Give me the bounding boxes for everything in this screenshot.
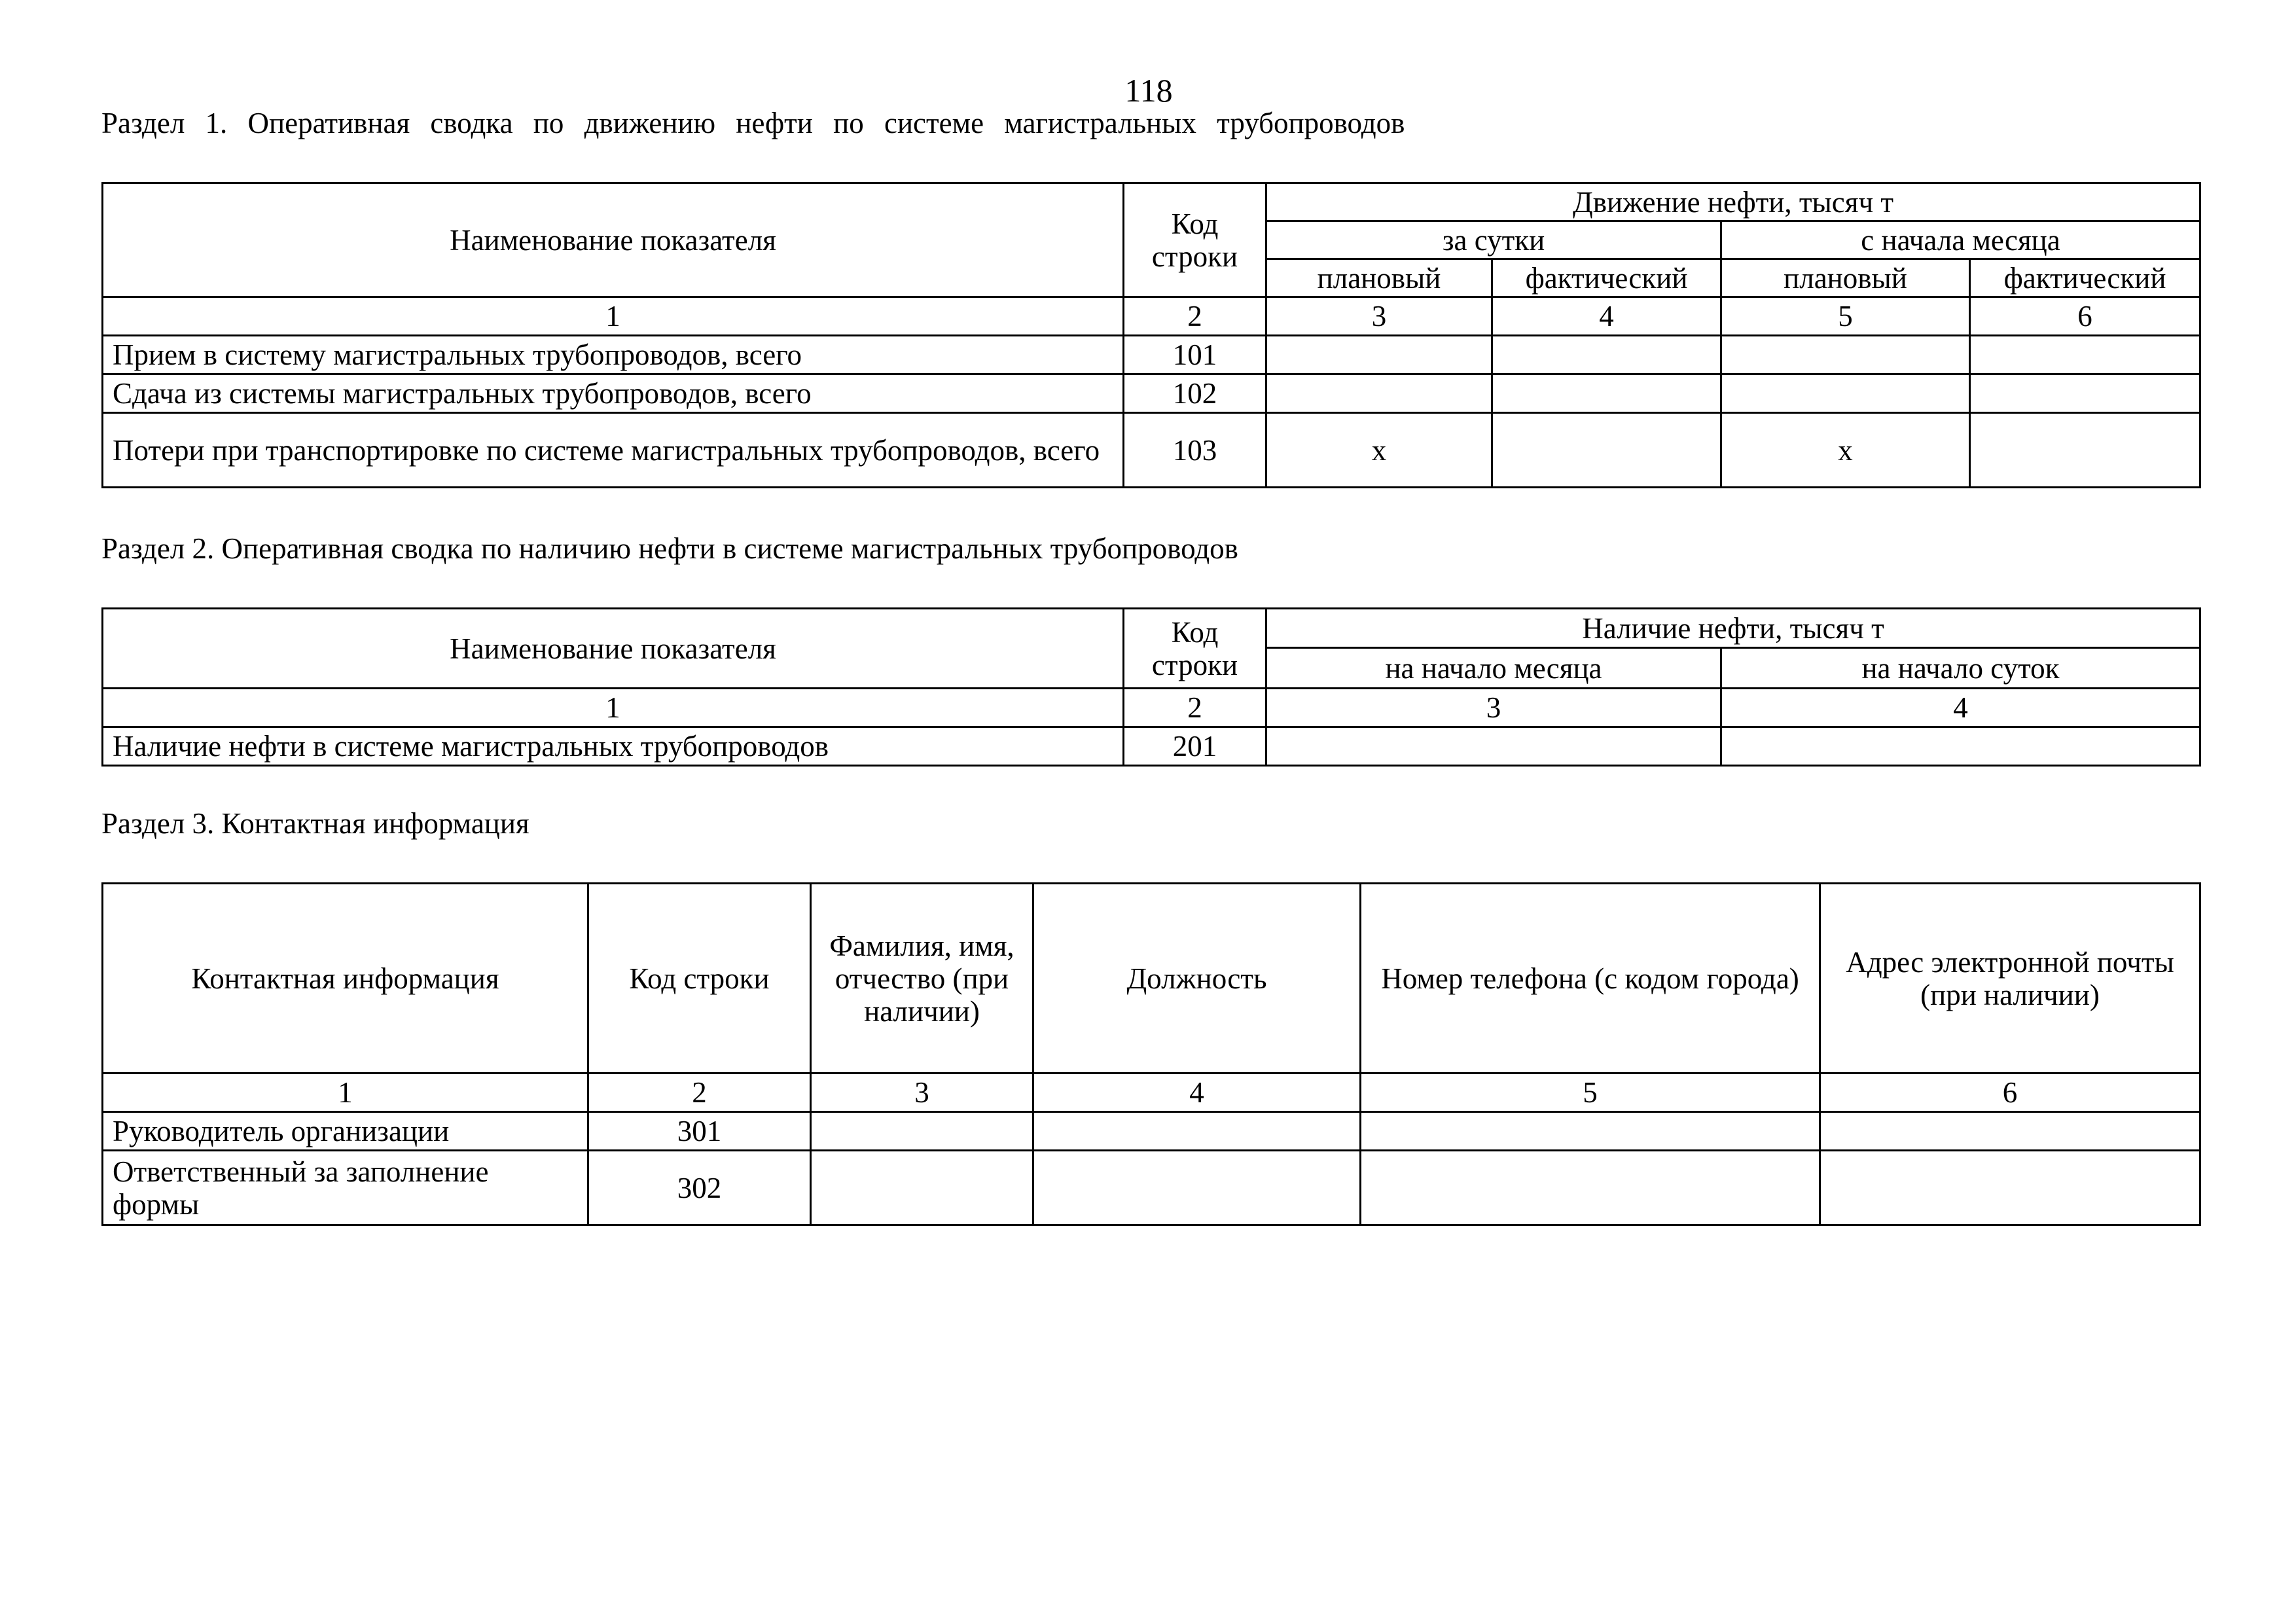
section-1-title: Раздел 1. Оперативная сводка по движению нефти по системе магистральных трубопроводов (101, 107, 1405, 139)
value-cell[interactable] (1970, 336, 2200, 374)
value-cell[interactable] (1721, 727, 2200, 766)
row-name: Руководитель организации (103, 1112, 588, 1151)
row-name: Ответственный за заполнение формы (103, 1151, 588, 1225)
header-indicator-name: Наименование показателя (103, 609, 1124, 689)
not-applicable-cell: x (1266, 413, 1492, 488)
column-number: 4 (1721, 689, 2200, 727)
header-planned: плановый (1266, 259, 1492, 297)
column-number: 5 (1721, 297, 1970, 336)
section-3-title: Раздел 3. Контактная информация (101, 807, 529, 840)
value-cell[interactable] (811, 1112, 1033, 1151)
section-1-table (101, 182, 2201, 488)
header-contact-info: Контактная информация (103, 884, 588, 1074)
header-per-day: за сутки (1266, 221, 1721, 259)
column-number: 3 (811, 1074, 1033, 1112)
header-indicator-name: Наименование показателя (103, 183, 1124, 297)
row-name: Прием в систему магистральных трубопроводов, всего (103, 336, 1124, 374)
column-number: 6 (1970, 297, 2200, 336)
page-number: 118 (1124, 72, 1173, 109)
value-cell[interactable] (1721, 336, 1970, 374)
row-code: 302 (588, 1151, 811, 1225)
header-actual: фактический (1492, 259, 1721, 297)
row-code: 301 (588, 1112, 811, 1151)
column-number: 1 (103, 689, 1124, 727)
column-number: 4 (1033, 1074, 1361, 1112)
value-cell[interactable] (1266, 374, 1492, 413)
column-number: 4 (1492, 297, 1721, 336)
value-cell[interactable] (1970, 413, 2200, 488)
value-cell[interactable] (1492, 413, 1721, 488)
value-cell[interactable] (1361, 1112, 1820, 1151)
value-cell[interactable] (1033, 1151, 1361, 1225)
header-day-start: на начало суток (1721, 648, 2200, 689)
row-code: 102 (1124, 374, 1266, 413)
header-oil-availability: Наличие нефти, тысяч т (1266, 609, 2200, 648)
table-row (103, 727, 2200, 766)
header-planned: плановый (1721, 259, 1970, 297)
not-applicable-cell: x (1721, 413, 1970, 488)
header-row-code: Код строки (588, 884, 811, 1074)
table-row (103, 336, 2200, 374)
header-phone: Номер телефона (с кодом города) (1361, 884, 1820, 1074)
column-number: 2 (1124, 689, 1266, 727)
row-code: 103 (1124, 413, 1266, 488)
header-oil-movement: Движение нефти, тысяч т (1266, 183, 2200, 221)
header-since-month-start: с начала месяца (1721, 221, 2200, 259)
section-3-table (101, 882, 2201, 1226)
header-month-start: на начало месяца (1266, 648, 1721, 689)
column-number: 1 (103, 1074, 588, 1112)
row-name: Наличие нефти в системе магистральных трубопроводов (103, 727, 1124, 766)
value-cell[interactable] (1266, 727, 1721, 766)
header-row-code: Код строки (1124, 183, 1266, 297)
column-number: 3 (1266, 689, 1721, 727)
value-cell[interactable] (1492, 374, 1721, 413)
column-number: 6 (1820, 1074, 2200, 1112)
column-number: 1 (103, 297, 1124, 336)
header-email: Адрес электронной почты (при наличии) (1820, 884, 2200, 1074)
table-row (103, 413, 2200, 488)
row-name: Сдача из системы магистральных трубопроводов, всего (103, 374, 1124, 413)
value-cell[interactable] (811, 1151, 1033, 1225)
header-position: Должность (1033, 884, 1361, 1074)
header-full-name: Фамилия, имя, отчество (при наличии) (811, 884, 1033, 1074)
value-cell[interactable] (1970, 374, 2200, 413)
value-cell[interactable] (1820, 1112, 2200, 1151)
value-cell[interactable] (1033, 1112, 1361, 1151)
column-number: 2 (1124, 297, 1266, 336)
value-cell[interactable] (1820, 1151, 2200, 1225)
row-code: 101 (1124, 336, 1266, 374)
column-number: 2 (588, 1074, 811, 1112)
column-number: 5 (1361, 1074, 1820, 1112)
section-2-table (101, 607, 2201, 767)
value-cell[interactable] (1266, 336, 1492, 374)
table-row (103, 1112, 2200, 1151)
header-row-code: Код строки (1124, 609, 1266, 689)
section-2-title: Раздел 2. Оперативная сводка по наличию нефти в системе магистральных трубопроводов (101, 532, 1238, 565)
row-code: 201 (1124, 727, 1266, 766)
table-row (103, 374, 2200, 413)
table-row (103, 1151, 2200, 1225)
value-cell[interactable] (1721, 374, 1970, 413)
value-cell[interactable] (1361, 1151, 1820, 1225)
header-actual: фактический (1970, 259, 2200, 297)
column-number: 3 (1266, 297, 1492, 336)
value-cell[interactable] (1492, 336, 1721, 374)
row-name: Потери при транспортировке по системе магистральных трубопроводов, всего (103, 413, 1124, 488)
